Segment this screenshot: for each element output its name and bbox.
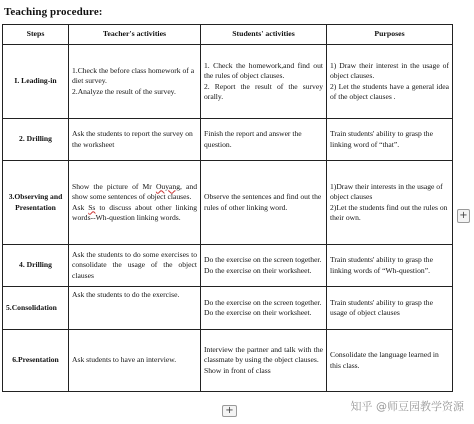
purpose-item: Train students' ability to grasp the linking words of “Wh-question”.	[330, 255, 433, 275]
step-cell: 4. Drilling	[3, 245, 69, 287]
add-row-button[interactable]: +	[222, 405, 237, 417]
students-activity: 2. Report the result of the survey orally.	[204, 81, 323, 101]
purposes-cell	[327, 45, 453, 119]
students-cell	[201, 161, 327, 245]
step-cell: I. Leading-in	[3, 45, 69, 119]
step-cell: 2. Drilling	[3, 119, 69, 161]
column-header-teacher: Teacher's activities	[69, 25, 201, 45]
step-cell: 5.Consolidation	[3, 287, 69, 330]
teacher-activity: Ask the students to report the survey on the worksheet	[72, 129, 193, 149]
students-activity: Do the exercise on the screen together.	[204, 255, 322, 265]
students-activity: Do the exercise on their worksheet.	[204, 265, 312, 275]
purpose-item: 2) Let the students have a general idea of the object clauses .	[330, 81, 449, 101]
students-activity: Show in front of class	[204, 365, 271, 375]
table-row	[3, 119, 453, 161]
students-cell	[201, 245, 327, 287]
teacher-cell	[69, 45, 201, 119]
students-activity: 1. Check the homework,and find out the rules of object clauses.	[204, 60, 323, 81]
students-activity: Do the exercise on their worksheet.	[204, 308, 312, 317]
column-header-students: Students' activities	[201, 25, 327, 45]
table-row	[3, 245, 453, 287]
add-column-button[interactable]: +	[457, 209, 470, 223]
students-cell	[201, 119, 327, 161]
teacher-activity: Ask the students to do some exercises to consolidate the usage of the object clauses	[72, 249, 197, 280]
purpose-item: 1) Draw their interest in the usage of object clauses.	[330, 60, 449, 81]
teacher-activity: 1.Check the before class homework of a diet survey.	[72, 65, 195, 86]
step-cell: 3.Observing and Presentation	[3, 161, 69, 245]
purpose-item: Train students' ability to grasp the linking word of “that”.	[330, 129, 433, 149]
students-activity: Observe the sentences and find out the rules of other linking word.	[204, 192, 322, 212]
table-row	[3, 161, 453, 245]
column-header-steps: Steps	[3, 25, 69, 45]
table-row	[3, 287, 453, 330]
table-row	[3, 45, 453, 119]
teacher-activity: Ask students to have an interview.	[72, 355, 177, 365]
teacher-activity: 2.Analyze the result of the survey.	[72, 86, 176, 96]
section-heading: Teaching procedure:	[4, 6, 103, 18]
teacher-cell	[69, 330, 201, 392]
teacher-cell	[69, 119, 201, 161]
teacher-cell	[69, 287, 201, 330]
watermark-text: 知乎 @师豆园教学资源	[350, 400, 464, 413]
purposes-cell	[327, 287, 453, 330]
watermark	[351, 398, 465, 414]
purpose-item: 1)Draw their interests in the usage of object clauses	[330, 181, 443, 202]
teacher-activity: Show the picture of Mr Ouyang, and show some sentences of object clauses.	[72, 181, 197, 202]
step-cell: 6.Presentation	[3, 330, 69, 392]
teacher-cell	[69, 161, 201, 245]
students-cell	[201, 287, 327, 330]
students-cell	[201, 45, 327, 119]
teaching-procedure-table	[2, 24, 453, 392]
students-activity: Finish the report and answer the question.	[204, 129, 302, 149]
spellcheck-word: Ss	[88, 202, 96, 212]
purposes-cell	[327, 161, 453, 245]
teacher-activity: Ask Ss to discuss about other linking words--Wh-question linking words.	[72, 202, 197, 222]
purpose-item: Consolidate the language learned in this class.	[330, 350, 439, 370]
students-activity: Do the exercise on the screen together.	[204, 297, 322, 307]
purpose-item: 2)Let the students find out the rules on their own.	[330, 202, 448, 222]
table-header-row	[3, 25, 453, 45]
students-cell	[201, 330, 327, 392]
column-header-purposes: Purposes	[327, 25, 453, 45]
purposes-cell	[327, 119, 453, 161]
purpose-item: Train students' ability to grasp the usage of object clauses	[330, 297, 433, 317]
table-row	[3, 330, 453, 392]
purposes-cell	[327, 245, 453, 287]
teacher-cell	[69, 245, 201, 287]
purposes-cell	[327, 330, 453, 392]
students-activity: Interview the partner and talk with the classmate by using the object clauses.	[204, 344, 323, 365]
spellcheck-word: Ouyang	[155, 181, 180, 191]
teacher-activity: Ask the students to do the exercise.	[72, 290, 180, 299]
